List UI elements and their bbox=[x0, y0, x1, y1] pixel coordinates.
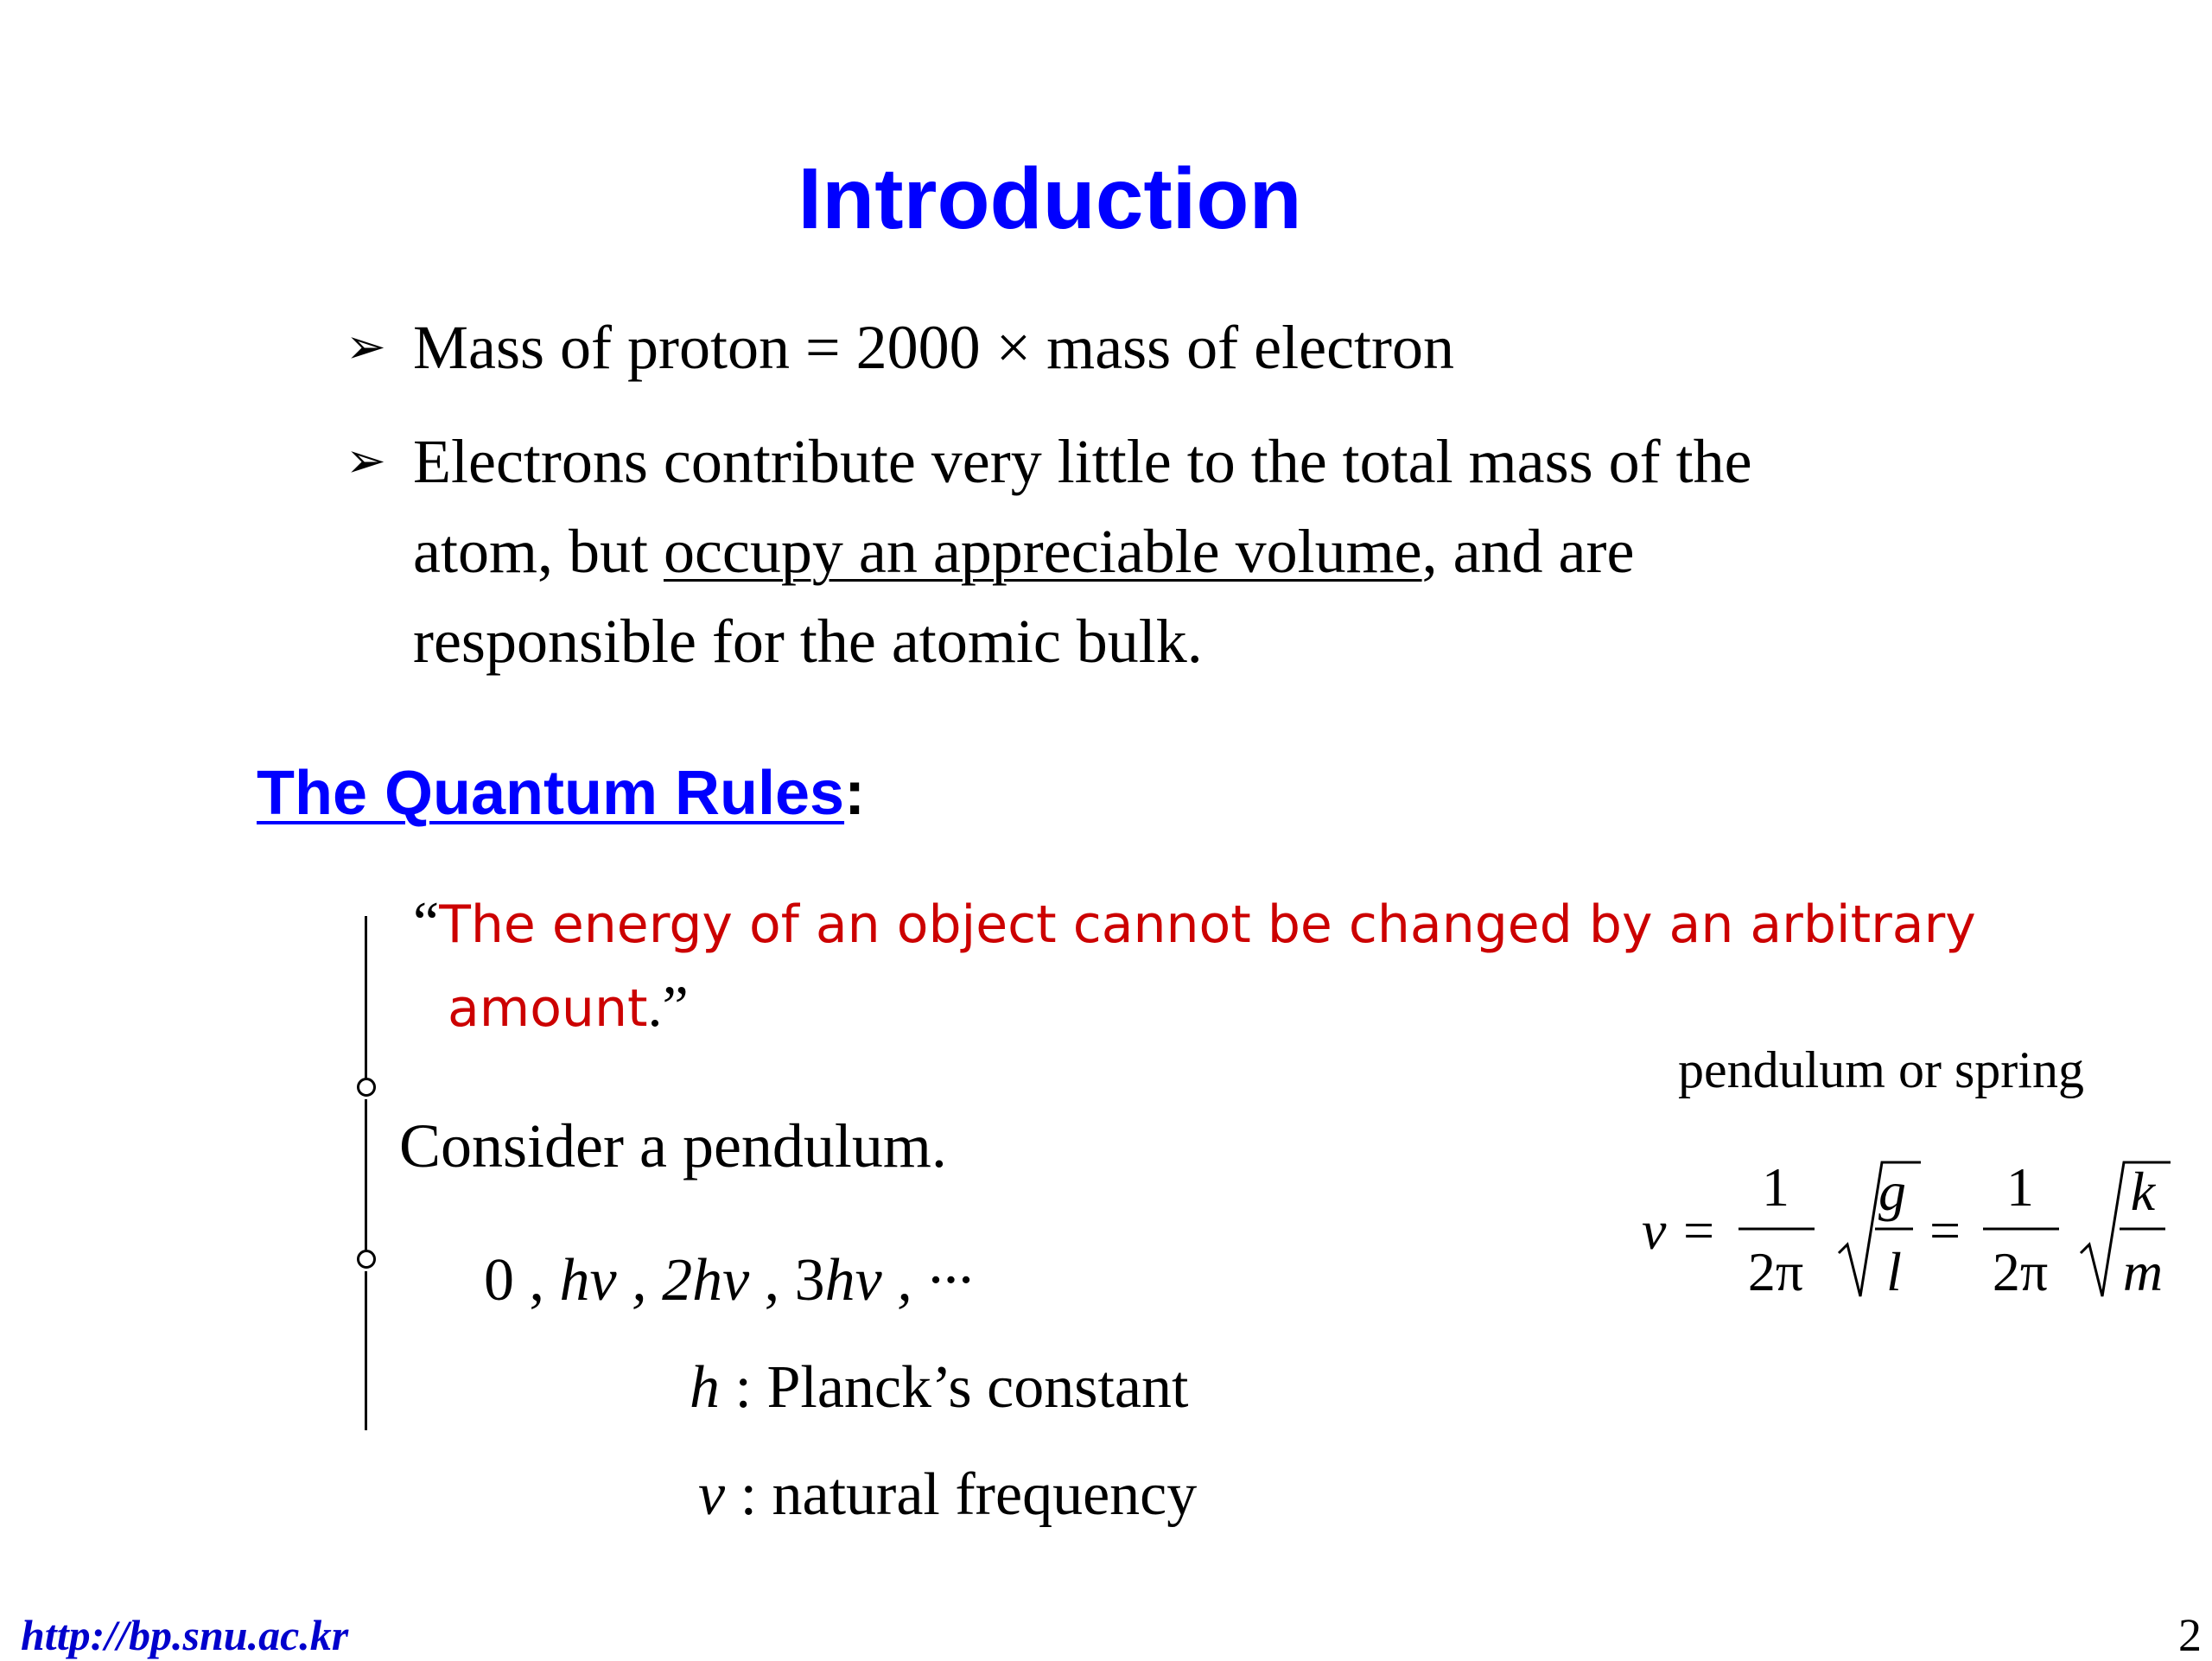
formula-eq: = bbox=[1683, 1200, 1715, 1261]
planck-quote bbox=[413, 881, 1976, 1049]
quote-text-line2: amount bbox=[448, 978, 648, 1039]
underlined-phrase: occupy an appreciable volume bbox=[663, 517, 1422, 586]
quantum-rules-link[interactable]: The Quantum Rules bbox=[257, 759, 845, 828]
def-symbol: h bbox=[690, 1354, 720, 1421]
seq-sep: , 3 bbox=[749, 1247, 825, 1314]
vertical-divider-top bbox=[365, 916, 367, 1085]
formula-one: 1 bbox=[1762, 1156, 1789, 1218]
seq-term: hν bbox=[692, 1247, 750, 1314]
def-text: : natural frequency bbox=[725, 1461, 1198, 1528]
arrow-bullet-icon: ➢ bbox=[346, 319, 386, 375]
section-heading bbox=[257, 750, 865, 837]
connector-circle bbox=[357, 1078, 376, 1097]
seq-term: hν bbox=[824, 1247, 882, 1314]
quote-text-line1: The energy of an object cannot be changed by an arbitrary bbox=[439, 894, 1976, 955]
seq-sep: , 2 bbox=[616, 1247, 693, 1314]
formula-one: 1 bbox=[2006, 1156, 2034, 1218]
formula-nu: ν bbox=[1642, 1200, 1667, 1261]
bullet-text: , and are bbox=[1421, 517, 1635, 586]
vertical-divider-bottom bbox=[365, 1271, 367, 1430]
formula-two-pi: 2π bbox=[1992, 1241, 2049, 1302]
arrow-bullet-icon: ➢ bbox=[346, 433, 386, 489]
formula-two-pi: 2π bbox=[1747, 1241, 1804, 1302]
vertical-divider-middle bbox=[365, 1099, 367, 1251]
connector-circle bbox=[357, 1250, 376, 1269]
consider-pendulum: Consider a pendulum. bbox=[399, 1111, 947, 1181]
formula-g: g bbox=[1878, 1161, 1906, 1222]
energy-sequence bbox=[484, 1238, 973, 1324]
quote-close: .” bbox=[647, 973, 689, 1039]
def-symbol: ν bbox=[698, 1461, 726, 1528]
definition-nu bbox=[698, 1452, 1197, 1538]
formula-label: pendulum or spring bbox=[1678, 1041, 2084, 1098]
bullet-text: atom, but bbox=[413, 517, 664, 586]
section-colon: : bbox=[844, 759, 866, 828]
quote-open: “ bbox=[413, 889, 440, 955]
page-number: 2 bbox=[2178, 1609, 2202, 1661]
formula-k: k bbox=[2130, 1161, 2156, 1222]
formula-m: m bbox=[2122, 1241, 2164, 1302]
seq-zero: 0 , bbox=[484, 1247, 560, 1314]
slide-title: Introduction bbox=[798, 150, 1302, 247]
footer-url-link[interactable]: http://bp.snu.ac.kr bbox=[21, 1611, 349, 1659]
def-text: : Planck’s constant bbox=[720, 1354, 1189, 1421]
bullet-text: responsible for the atomic bulk. bbox=[413, 607, 1203, 676]
bullet-proton-mass bbox=[346, 304, 1454, 391]
bullet-text: Electrons contribute very little to the total mass of the bbox=[413, 427, 1752, 496]
definition-h bbox=[690, 1345, 1188, 1431]
seq-sep: , ··· bbox=[881, 1247, 973, 1314]
frequency-formula bbox=[1633, 1123, 2186, 1331]
bullet-electrons bbox=[346, 418, 1752, 684]
formula-eq: = bbox=[1929, 1200, 1961, 1261]
formula-l: l bbox=[1886, 1241, 1902, 1302]
seq-term: hν bbox=[559, 1247, 617, 1314]
bullet-text: Mass of proton = 2000 × mass of electron bbox=[413, 313, 1455, 382]
